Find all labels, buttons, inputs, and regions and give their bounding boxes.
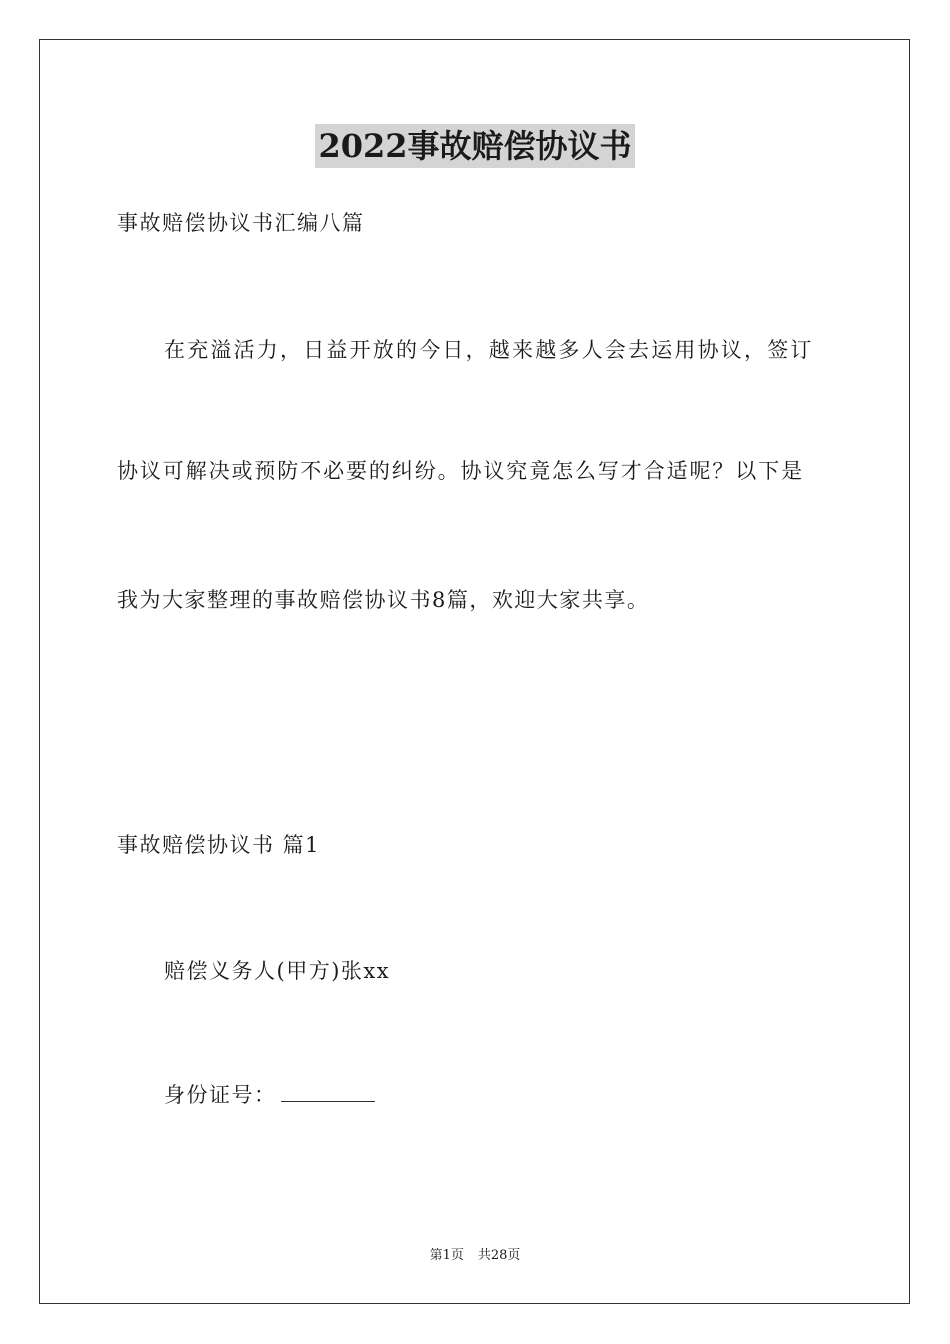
page-number: 第1页: [429, 1248, 464, 1263]
intro-line-2: 协议可解决或预防不必要的纠纷。协议究竟怎么写才合适呢？以下是: [117, 459, 804, 483]
total-pages: 共28页: [477, 1248, 521, 1263]
document-title: 2022事故赔偿协议书: [315, 124, 634, 168]
party-a-line: 赔偿义务人(甲方)张xx: [164, 959, 391, 983]
id-number-label: 身份证号：: [164, 1083, 277, 1107]
title-container: [0, 124, 950, 168]
document-subtitle: 事故赔偿协议书汇编八篇: [117, 211, 365, 235]
page-footer: [0, 1247, 950, 1265]
section-heading: 事故赔偿协议书 篇1: [117, 833, 321, 857]
intro-line-3: 我为大家整理的事故赔偿协议书8篇，欢迎大家共享。: [117, 588, 650, 612]
id-number-line: [164, 1080, 375, 1110]
intro-line-1: 在充溢活力，日益开放的今日，越来越多人会去运用协议，签订: [164, 338, 814, 362]
id-number-blank: [281, 1083, 375, 1102]
